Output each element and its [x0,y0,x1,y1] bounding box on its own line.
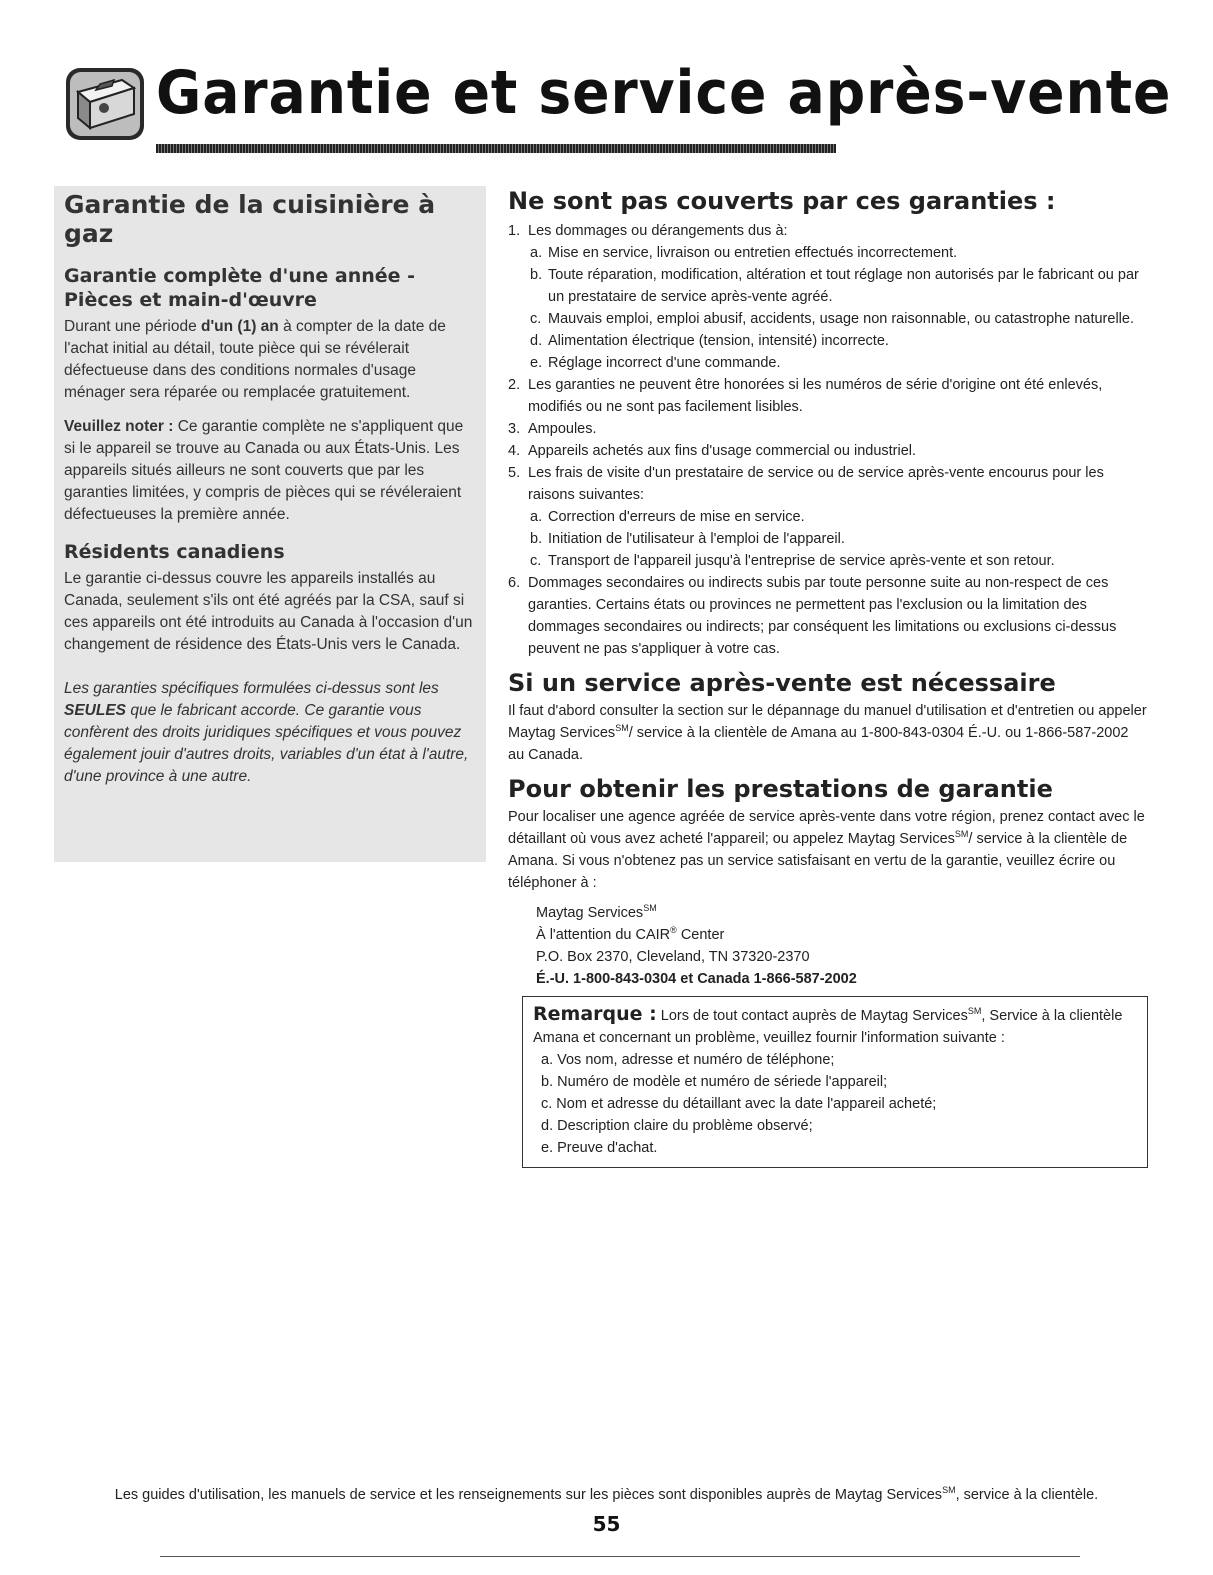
subitem-letter: c. [530,553,542,569]
remark-item: c. Nom et adresse du détaillant avec la date l'appareil acheté; [541,1096,937,1112]
not-covered-subitem [508,550,1148,572]
toolbox-icon [64,66,146,142]
warranty-heading: Garantie de la cuisinière à gaz [64,190,436,248]
item-number: 5. [508,465,521,481]
item-text: Ampoules. [528,421,597,437]
remark-item: e. Preuve d'achat. [541,1140,658,1156]
subitem-letter: a. [530,245,543,261]
not-covered-subitem [508,242,1148,264]
item-text: Les garanties ne peuvent être honorées si les numéros de série d'origine ont été enlevés, modifiés ou ne sont pas facilement lisibles. [528,377,1103,415]
service-mark: SM [954,829,969,840]
obtain-text [508,806,1148,894]
not-covered-item [508,418,1148,440]
remark-intro-end: , Service à la clientèle Amana et concernant un problème, veuillez fournir l'information suivante : [533,1008,1123,1046]
page-number: 55 [592,1512,621,1536]
subitem-text: Transport de l'appareil jusqu'à l'entreprise de service après-vente et son retour. [548,553,1055,569]
item-number: 2. [508,377,521,393]
right-column [508,186,1148,1168]
full-warranty-period: d'un (1) an [201,318,279,335]
address-phone: É.-U. 1-800-843-0304 et Canada 1-866-587-2002 [536,971,857,987]
address-line-3: P.O. Box 2370, Cleveland, TN 37320-2370 [536,949,810,965]
address-line-2 [536,924,1148,946]
registered-mark: ® [670,925,677,936]
mailing-address [536,902,1148,990]
full-warranty-heading-line1: Garantie complète d'une année - [64,265,416,287]
full-warranty-text-end: à compter de la date de l'achat initial au détail, toute pièce qui se révélerait défectueuse dans des conditions normales d'usage ménager sera réparée ou remplacée gratuitement. [64,318,446,401]
warranty-note-label: Veuillez noter : [64,418,174,435]
subitem-text: Correction d'erreurs de mise en service. [548,509,805,525]
remark-item: b. Numéro de modèle et numéro de sériede l'appareil; [541,1074,888,1090]
subitem-letter: b. [530,267,543,283]
item-number: 4. [508,443,521,459]
subitem-text: Réglage incorrect d'une commande. [548,355,781,371]
full-warranty-text [64,316,476,404]
full-warranty-heading [64,264,476,312]
bottom-rule [160,1556,1080,1557]
remark-item: a. Vos nom, adresse et numéro de téléphone; [541,1052,835,1068]
obtain-text-start: Pour localiser une agence agréée de service après-vente dans votre région, prenez contact avec le détaillant où vous avez acheté l'appareil; ou appelez Maytag Services [508,809,1145,847]
full-warranty-text-start: Durant une période [64,318,202,335]
address-center: Center [676,927,725,943]
not-covered-item [508,462,1148,506]
not-covered-item [508,220,1148,242]
subitem-letter: b. [530,531,543,547]
page-header [64,58,1172,158]
address-line-1 [536,902,1148,924]
canadian-residents-text: Le garantie ci-dessus couvre les appareils installés au Canada, seulement s'ils ont été agréés par la CSA, sauf si ces appareils ont été introduits au Canada à l'occasion d'un changement de résidence des États-Unis vers le Canada. [64,570,473,653]
service-text-start: Il faut d'abord consulter la section sur le dépannage du manuel d'utilisation et d'entretien ou appeler Maytag Services [508,703,1147,741]
not-covered-item [508,572,1148,660]
canadian-residents-heading: Résidents canadiens [64,541,285,563]
service-heading: Si un service après-vente est nécessaire [508,669,1056,697]
item-text: Dommages secondaires ou indirects subis par toute personne suite au non-respect de ces garanties. Certains états ou provinces ne permettent pas l'exclusion ou la limitation des dommages secondaires ou indirects; par conséquent les limitations ou exclusions ci-dessus peuvent ne pas s'appliquer à votre cas. [528,575,1117,657]
not-covered-heading: Ne sont pas couverts par ces garanties : [508,187,1056,215]
remark-intro [533,1003,1139,1049]
footer-note-end: , service à la clientèle. [955,1487,1099,1503]
disclaimer-end: que le fabricant accorde. Ce garantie vous confèrent des droits juridiques spécifiques et vous pouvez également jouir d'autres droits, variables d'un état à l'autre, d'une province à une autre. [64,702,469,785]
subitem-letter: a. [530,509,543,525]
not-covered-subitem [508,352,1148,374]
title-rule [156,144,836,153]
subitem-text: Toute réparation, modification, altération et tout réglage non autorisés par le fabricant ou par un prestataire de service après-vente agréé. [548,267,1139,305]
item-number: 1. [508,223,521,239]
subitem-text: Mise en service, livraison ou entretien effectués incorrectement. [548,245,958,261]
service-mark: SM [967,1006,982,1017]
remark-item: d. Description claire du problème observé; [541,1118,813,1134]
not-covered-subitem [508,330,1148,352]
item-number: 6. [508,575,521,591]
remark-title: Remarque : [533,1003,657,1025]
page-title: Garantie et service après-vente [156,58,1172,128]
not-covered-subitem [508,528,1148,550]
service-mark: SM [942,1485,956,1496]
subitem-letter: e. [530,355,543,371]
footer-note-start: Les guides d'utilisation, les manuels de service et les renseignements sur les pièces sont disponibles auprès de Maytag Services [114,1487,943,1503]
warranty-panel [54,186,486,862]
disclaimer-bold: SEULES [64,702,127,719]
item-text: Les frais de visite d'un prestataire de service ou de service après-vente encourus pour les raisons suivantes: [528,465,1104,503]
service-mark: SM [643,903,657,914]
not-covered-item [508,440,1148,462]
item-number: 3. [508,421,521,437]
warranty-note [64,416,476,526]
subitem-letter: d. [530,333,543,349]
warranty-disclaimer [64,678,476,788]
service-text-end: / service à la clientèle de Amana au 1-800-843-0304 É.-U. ou 1-866-587-2002 au Canada. [508,725,1129,763]
subitem-text: Initiation de l'utilisateur à l'emploi de l'appareil. [548,531,845,547]
address-attention: À l'attention du CAIR [536,927,671,943]
disclaimer-start: Les garanties spécifiques formulées ci-dessus sont les [64,680,439,697]
not-covered-subitem [508,264,1148,308]
subitem-letter: c. [530,311,542,327]
address-company: Maytag Services [536,905,644,921]
not-covered-item [508,374,1148,418]
full-warranty-heading-line2: Pièces et main-d'œuvre [64,289,317,311]
service-text [508,700,1148,766]
remark-box [522,996,1148,1168]
item-text: Les dommages ou dérangements dus à: [528,223,788,239]
obtain-text-end: / service à la clientèle de Amana. Si vous n'obtenez pas un service satisfaisant en vertu de la garantie, veuillez écrire ou téléphoner à : [508,831,1128,891]
item-text: Appareils achetés aux fins d'usage commercial ou industriel. [528,443,917,459]
subitem-text: Mauvais emploi, emploi abusif, accidents, usage non raisonnable, ou catastrophe naturelle. [548,311,1134,327]
subitem-text: Alimentation électrique (tension, intensité) incorrecte. [548,333,889,349]
not-covered-list [508,220,1148,660]
not-covered-subitem [508,506,1148,528]
obtain-heading: Pour obtenir les prestations de garantie [508,775,1053,803]
remark-intro-start: Lors de tout contact auprès de Maytag Services [656,1008,968,1024]
footer-note [0,1487,1213,1503]
not-covered-subitem [508,308,1148,330]
warranty-note-text: Ce garantie complète ne s'appliquent que si le appareil se trouve au Canada ou aux États-Unis. Les appareils situés ailleurs ne sont couverts que par les garanties limitées, y compris de pièces qui se révéleraient défectueuses la première année. [64,418,464,523]
service-mark: SM [615,723,629,734]
